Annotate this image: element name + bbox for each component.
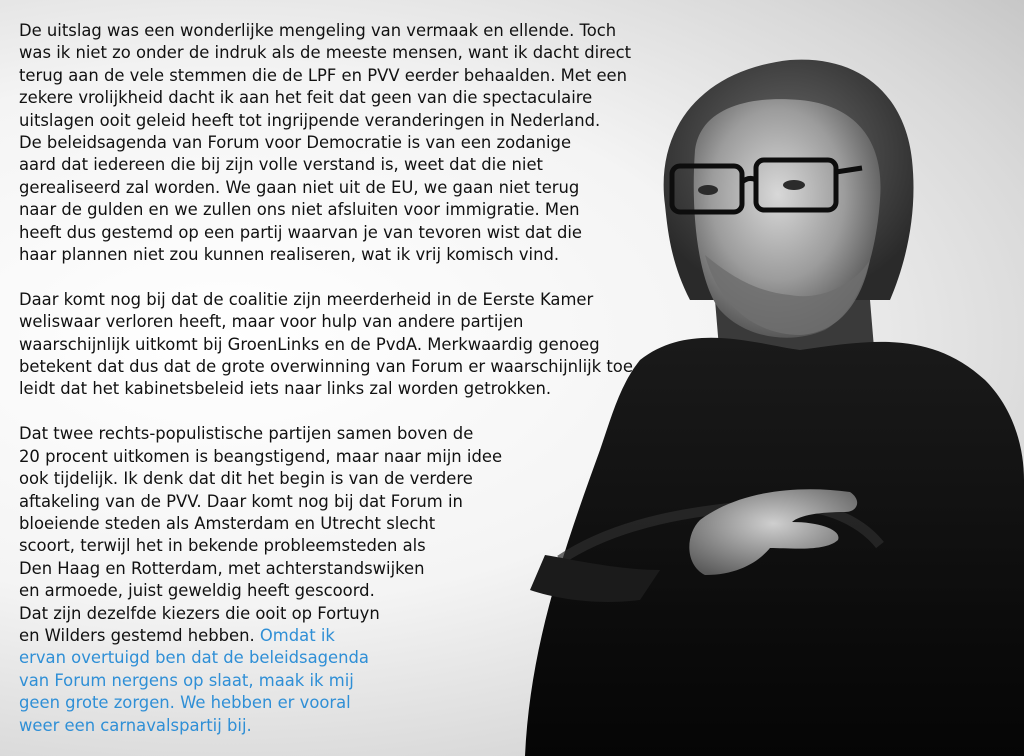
text-line: 20 procent uitkomen is beangstigend, maar naar mijn idee: [19, 446, 503, 466]
highlight-line: weer een carnavalspartij bij.: [19, 715, 252, 735]
text-line: aard dat iedereen die bij zijn volle verstand is, weet dat die niet: [19, 155, 543, 175]
article-text: [19, 20, 709, 737]
highlight-line: ervan overtuigd ben dat de beleidsagenda: [19, 648, 369, 668]
text-line: terug aan de vele stemmen die de LPF en PVV eerder behaalden. Met een: [19, 65, 628, 85]
text-line: leidt dat het kabinetsbeleid iets naar links zal worden getrokken.: [19, 379, 552, 399]
mixed-text-line: [19, 625, 709, 647]
text-line: was ik niet zo onder de indruk als de meeste mensen, want ik dacht direct: [19, 43, 632, 63]
text-line: aftakeling van de PVV. Daar komt nog bij dat Forum in: [19, 491, 463, 511]
highlight-fragment: Omdat ik: [259, 625, 335, 645]
text-line: zekere vrolijkheid dacht ik aan het feit dat geen van die spectaculaire: [19, 88, 593, 108]
text-line: en armoede, juist geweldig heeft gescoord.: [19, 581, 375, 601]
text-line: De beleidsagenda van Forum voor Democratie is van een zodanige: [19, 133, 572, 153]
text-line: ook tijdelijk. Ik denk dat dit het begin is van de verdere: [19, 469, 473, 489]
text-line: naar de gulden en we zullen ons niet afsluiten voor immigratie. Men: [19, 200, 580, 220]
paragraph-3: [19, 423, 709, 737]
highlight-line: geen grote zorgen. We hebben er vooral: [19, 693, 351, 713]
text-line: scoort, terwijl het in bekende probleemsteden als: [19, 536, 426, 556]
text-line: waarschijnlijk uitkomt bij GroenLinks en de PvdA. Merkwaardig genoeg: [19, 334, 600, 354]
text-line: Dat zijn dezelfde kiezers die ooit op Fortuyn: [19, 603, 380, 623]
text-line: heeft dus gestemd op een partij waarvan je van tevoren wist dat die: [19, 222, 583, 242]
text-line: weliswaar verloren heeft, maar voor hulp van andere partijen: [19, 312, 524, 332]
text-line: De uitslag was een wonderlijke mengeling van vermaak en ellende. Toch: [19, 21, 617, 40]
text-line: Den Haag en Rotterdam, met achterstandswijken: [19, 558, 425, 578]
text-line: betekent dat dus dat de grote overwinning van Forum er waarschijnlijk toe: [19, 357, 633, 377]
text-line: Daar komt nog bij dat de coalitie zijn meerderheid in de Eerste Kamer: [19, 289, 594, 309]
paragraph-2: [19, 289, 709, 401]
text-line: Dat twee rechts-populistische partijen samen boven de: [19, 424, 474, 444]
text-line: haar plannen niet zou kunnen realiseren, wat ik vrij komisch vind.: [19, 245, 560, 265]
highlight-line: van Forum nergens op slaat, maak ik mij: [19, 670, 354, 690]
paragraph-1: [19, 20, 709, 266]
text-line: uitslagen ooit geleid heeft tot ingrijpende veranderingen in Nederland.: [19, 110, 601, 130]
text-fragment: en Wilders gestemd hebben.: [19, 625, 260, 645]
text-line: gerealiseerd zal worden. We gaan niet uit de EU, we gaan niet terug: [19, 177, 580, 197]
text-line: bloeiende steden als Amsterdam en Utrecht slecht: [19, 513, 436, 533]
